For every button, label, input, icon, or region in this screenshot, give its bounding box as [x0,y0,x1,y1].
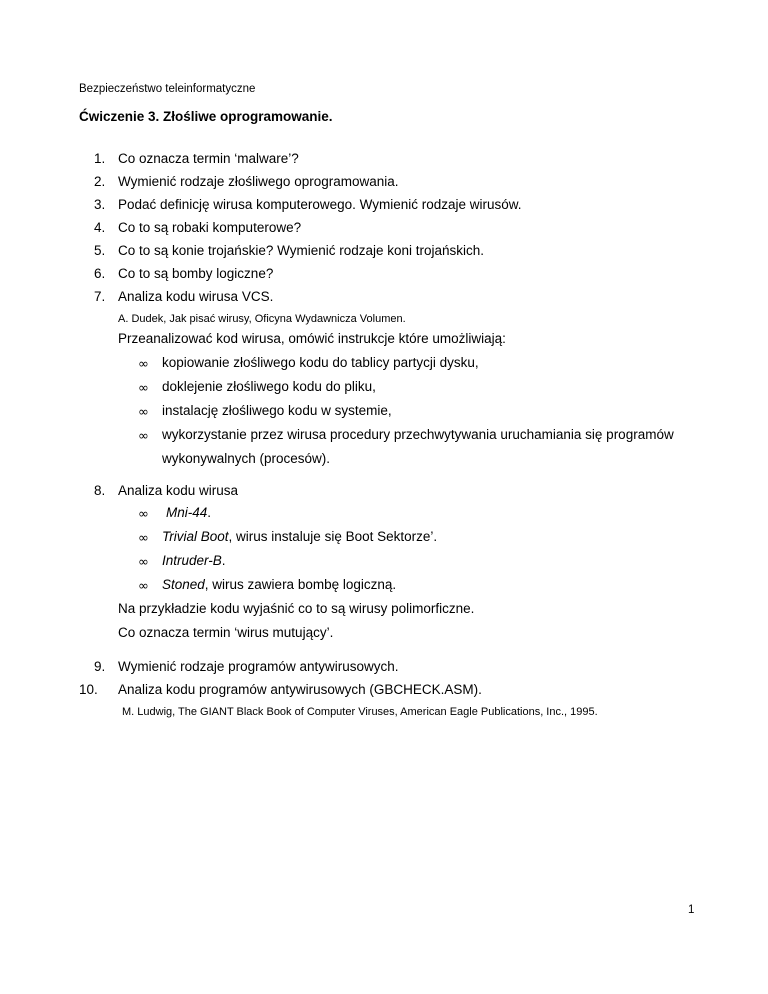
reference-citation: A. Dudek, Jak pisać wirusy, Oficyna Wydawnicza Volumen. [118,313,406,325]
item-number: 4. [94,220,106,235]
bullet-text [162,577,396,592]
bullet-text [162,553,226,568]
item-text: Co to są robaki komputerowe? [118,220,302,235]
item-text: Co oznacza termin ‘malware’? [118,151,299,166]
bullet-icon: ∞ [138,405,149,420]
bullet-icon: ∞ [138,429,149,444]
virus-description: . [221,553,226,568]
bullet-text: doklejenie złośliwego kodu do pliku, [162,379,376,394]
item-number: 5. [94,243,106,258]
virus-name: Stoned [162,577,205,592]
instruction-text: Przeanalizować kod wirusa, omówić instrukcje które umożliwiają: [118,331,506,346]
item-text: Wymienić rodzaje złośliwego oprogramowania. [118,174,399,189]
bullet-icon: ∞ [138,357,149,372]
bullet-icon: ∞ [138,507,149,522]
bullet-icon: ∞ [138,531,149,546]
item-number: 9. [94,659,106,674]
page-number: 1 [688,904,695,916]
bullet-text: instalację złośliwego kodu w systemie, [162,403,392,418]
item-text: Analiza kodu wirusa VCS. [118,289,274,304]
item-text: Co to są bomby logiczne? [118,266,274,281]
item-number: 3. [94,197,106,212]
item-text: Analiza kodu programów antywirusowych (GBCHECK.ASM). [118,682,482,697]
bullet-text: kopiowanie złośliwego kodu do tablicy partycji dysku, [162,355,479,370]
bullet-text-continuation: wykonywalnych (procesów). [162,451,331,466]
item-text: Co to są konie trojańskie? Wymienić rodzaje koni trojańskich. [118,243,485,258]
item-number: 6. [94,266,106,281]
note-text: Co oznacza termin ‘wirus mutujący’. [118,625,334,640]
virus-description: . [207,505,212,520]
bullet-text: wykorzystanie przez wirusa procedury przechwytywania uruchamiania się programów [162,427,674,442]
bullet-icon: ∞ [138,579,149,594]
bullet-text [166,505,211,520]
bullet-icon: ∞ [138,381,149,396]
item-number: 2. [94,174,106,189]
document-header: Bezpieczeństwo teleinformatyczne [79,83,256,95]
item-text: Analiza kodu wirusa [118,483,239,498]
virus-description: , wirus zawiera bombę logiczną. [204,577,397,592]
item-number: 7. [94,289,106,304]
bullet-icon: ∞ [138,555,149,570]
virus-name: Mni-44 [166,505,208,520]
reference-citation: M. Ludwig, The GIANT Black Book of Computer Viruses, American Eagle Publications, Inc., 1995. [122,706,598,718]
item-number: 8. [94,483,106,498]
note-text: Na przykładzie kodu wyjaśnić co to są wirusy polimorficzne. [118,601,475,616]
virus-name: Trivial Boot [162,529,229,544]
item-text: Podać definicję wirusa komputerowego. Wymienić rodzaje wirusów. [118,197,522,212]
item-number: 1. [94,151,106,166]
exercise-title: Ćwiczenie 3. Złośliwe oprogramowanie. [79,109,333,124]
virus-description: , wirus instaluje się Boot Sektorze’. [228,529,438,544]
item-text: Wymienić rodzaje programów antywirusowych. [118,659,399,674]
bullet-text [162,529,437,544]
virus-name: Intruder-B [162,553,222,568]
item-number: 10. [79,682,98,697]
